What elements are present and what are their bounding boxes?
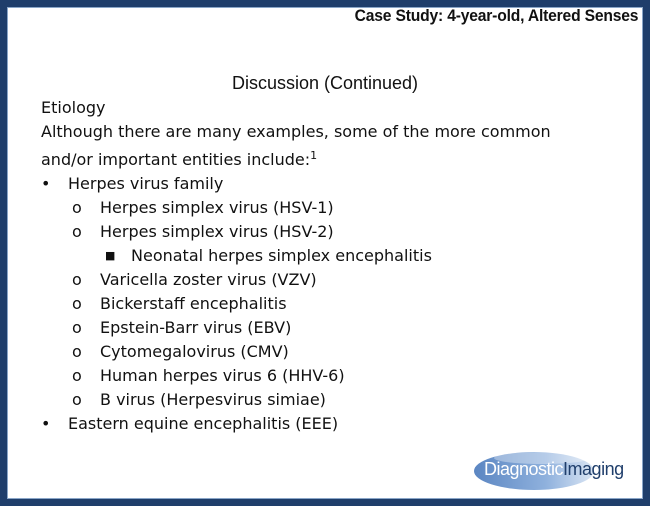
list-item-text: Eastern equine encephalitis (EEE) bbox=[68, 414, 339, 433]
list-item-text: Herpes simplex virus (HSV-2) bbox=[100, 222, 334, 241]
bullet-marker: • bbox=[41, 174, 51, 193]
bullet-marker: o bbox=[72, 366, 82, 385]
intro-line-2 bbox=[41, 144, 551, 172]
logo-text-diagnostic: Diagnostic bbox=[484, 459, 564, 479]
case-study-title: Case Study: 4-year-old, Altered Senses bbox=[354, 6, 638, 25]
list-item bbox=[41, 340, 551, 364]
footnote-reference: 1 bbox=[310, 149, 318, 162]
bullet-marker: o bbox=[72, 390, 82, 409]
etiology-list bbox=[41, 172, 551, 436]
bullet-marker: o bbox=[72, 294, 82, 313]
list-item-text: Neonatal herpes simplex encephalitis bbox=[131, 246, 432, 265]
section-label: Etiology bbox=[41, 98, 106, 117]
list-item bbox=[41, 316, 551, 340]
list-item-text: Epstein-Barr virus (EBV) bbox=[100, 318, 292, 337]
list-item bbox=[41, 364, 551, 388]
list-item-text: Bickerstaff encephalitis bbox=[100, 294, 287, 313]
list-item-text: B virus (Herpesvirus simiae) bbox=[100, 390, 326, 409]
list-item bbox=[41, 388, 551, 412]
bullet-marker: o bbox=[72, 222, 82, 241]
intro-line-2-text: and/or important entities include: bbox=[41, 150, 311, 169]
list-item-text: Herpes virus family bbox=[68, 174, 224, 193]
list-item bbox=[41, 196, 551, 220]
list-item bbox=[41, 268, 551, 292]
list-item-text: Cytomegalovirus (CMV) bbox=[100, 342, 289, 361]
bullet-marker: o bbox=[72, 270, 82, 289]
list-item bbox=[41, 172, 551, 196]
list-item bbox=[41, 244, 551, 268]
list-item-text: Human herpes virus 6 (HHV-6) bbox=[100, 366, 345, 385]
list-item bbox=[41, 220, 551, 244]
list-item-text: Herpes simplex virus (HSV-1) bbox=[100, 198, 334, 217]
list-item-text: Varicella zoster virus (VZV) bbox=[100, 270, 317, 289]
logo-text-imaging: Imaging bbox=[563, 459, 624, 479]
list-item bbox=[41, 412, 551, 436]
bullet-marker: ■ bbox=[105, 249, 116, 262]
bullet-marker: • bbox=[41, 414, 51, 433]
bullet-marker: o bbox=[72, 342, 82, 361]
slide-heading bbox=[0, 73, 650, 94]
slide-body bbox=[41, 96, 551, 436]
bullet-marker: o bbox=[72, 198, 82, 217]
list-item bbox=[41, 292, 551, 316]
logo-text bbox=[484, 459, 624, 480]
intro-line-1: Although there are many examples, some of the more common bbox=[41, 122, 551, 141]
diagnostic-imaging-logo bbox=[472, 446, 636, 494]
bullet-marker: o bbox=[72, 318, 82, 337]
slide-heading-text: Discussion (Continued) bbox=[231, 73, 419, 93]
